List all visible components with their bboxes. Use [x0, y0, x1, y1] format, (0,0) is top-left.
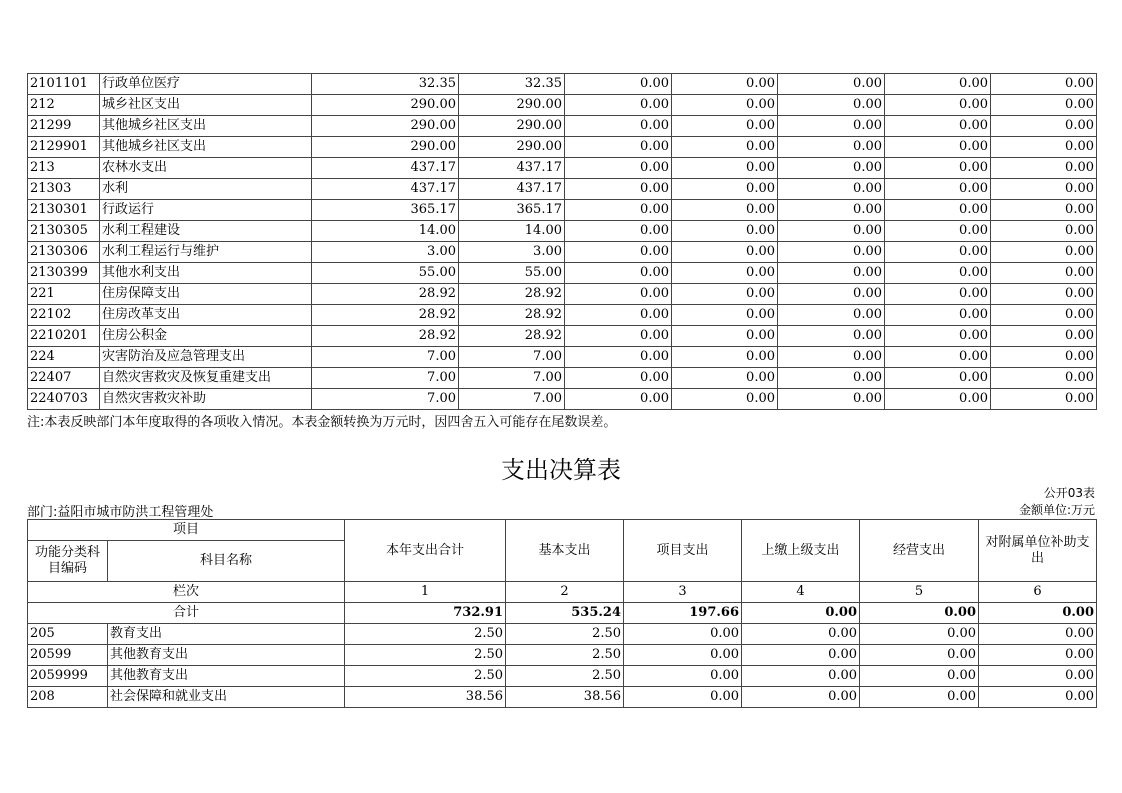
row-code: 22407 — [28, 368, 100, 389]
row-code: 2130399 — [28, 263, 100, 284]
row-value: 0.00 — [565, 74, 672, 95]
row-value: 0.00 — [885, 326, 991, 347]
row-value: 0.00 — [885, 116, 991, 137]
row-code: 205 — [28, 624, 108, 645]
row-value: 0.00 — [565, 305, 672, 326]
row-value: 0.00 — [672, 221, 778, 242]
header-col-6: 对附属单位补助支出 — [979, 520, 1097, 582]
page-title: 支出决算表 — [501, 456, 621, 484]
row-value: 14.00 — [459, 221, 565, 242]
row-name: 行政运行 — [100, 200, 312, 221]
row-value: 0.00 — [565, 263, 672, 284]
row-value: 0.00 — [991, 200, 1097, 221]
row-value: 0.00 — [979, 624, 1097, 645]
row-value: 7.00 — [459, 347, 565, 368]
row-value: 0.00 — [979, 666, 1097, 687]
row-value: 0.00 — [565, 221, 672, 242]
row-name: 农林水支出 — [100, 158, 312, 179]
header-col-2: 基本支出 — [506, 520, 624, 582]
row-value: 0.00 — [672, 368, 778, 389]
table-row — [28, 200, 1097, 221]
header-item: 项目 — [28, 520, 345, 541]
row-value: 0.00 — [991, 242, 1097, 263]
row-value: 28.92 — [459, 284, 565, 305]
row-value: 0.00 — [672, 284, 778, 305]
row-value: 55.00 — [459, 263, 565, 284]
row-value: 0.00 — [624, 645, 742, 666]
row-code: 2130305 — [28, 221, 100, 242]
table-row — [28, 687, 1097, 708]
row-value: 0.00 — [565, 158, 672, 179]
row-value: 0.00 — [991, 179, 1097, 200]
row-code: 2240703 — [28, 389, 100, 410]
row-name: 其他城乡社区支出 — [100, 116, 312, 137]
row-value: 0.00 — [885, 137, 991, 158]
row-value: 0.00 — [742, 666, 860, 687]
row-name: 社会保障和就业支出 — [108, 687, 345, 708]
row-value: 0.00 — [672, 305, 778, 326]
total-value: 535.24 — [506, 603, 624, 624]
row-value: 0.00 — [624, 687, 742, 708]
row-value: 290.00 — [459, 95, 565, 116]
row-value: 0.00 — [991, 305, 1097, 326]
table-row — [28, 305, 1097, 326]
row-code: 21303 — [28, 179, 100, 200]
row-value: 0.00 — [672, 326, 778, 347]
row-value: 0.00 — [991, 116, 1097, 137]
header-col-1: 本年支出合计 — [345, 520, 506, 582]
row-code: 208 — [28, 687, 108, 708]
row-value: 7.00 — [459, 389, 565, 410]
row-name: 行政单位医疗 — [100, 74, 312, 95]
table-row — [28, 158, 1097, 179]
row-value: 2.50 — [345, 645, 506, 666]
header-col-4: 上缴上级支出 — [742, 520, 860, 582]
row-value: 0.00 — [778, 326, 885, 347]
row-name: 水利工程建设 — [100, 221, 312, 242]
row-value: 0.00 — [565, 179, 672, 200]
total-value: 0.00 — [742, 603, 860, 624]
row-value: 14.00 — [312, 221, 459, 242]
row-code: 213 — [28, 158, 100, 179]
row-value: 0.00 — [778, 158, 885, 179]
row-name: 其他教育支出 — [108, 666, 345, 687]
row-value: 0.00 — [885, 74, 991, 95]
row-value: 0.00 — [979, 645, 1097, 666]
table-row — [28, 645, 1097, 666]
row-value: 0.00 — [778, 368, 885, 389]
row-code: 2210201 — [28, 326, 100, 347]
row-value: 0.00 — [672, 137, 778, 158]
row-value: 3.00 — [312, 242, 459, 263]
row-value: 0.00 — [778, 200, 885, 221]
row-value: 0.00 — [860, 645, 979, 666]
row-value: 0.00 — [742, 645, 860, 666]
row-value: 437.17 — [459, 158, 565, 179]
row-value: 0.00 — [991, 347, 1097, 368]
table-row — [28, 624, 1097, 645]
row-value: 0.00 — [885, 242, 991, 263]
row-name: 住房改革支出 — [100, 305, 312, 326]
row-value: 28.92 — [312, 305, 459, 326]
amount-unit-label: 金额单位:万元 — [1018, 503, 1095, 517]
row-code: 212 — [28, 95, 100, 116]
row-value: 437.17 — [312, 158, 459, 179]
row-value: 38.56 — [345, 687, 506, 708]
row-value: 7.00 — [312, 347, 459, 368]
row-value: 0.00 — [565, 347, 672, 368]
row-name: 自然灾害救灾补助 — [100, 389, 312, 410]
row-value: 0.00 — [885, 200, 991, 221]
row-value: 0.00 — [991, 95, 1097, 116]
row-value: 0.00 — [672, 95, 778, 116]
row-name: 其他教育支出 — [108, 645, 345, 666]
row-value: 290.00 — [312, 116, 459, 137]
row-value: 0.00 — [624, 624, 742, 645]
col-num-6: 6 — [979, 582, 1097, 603]
row-value: 0.00 — [778, 137, 885, 158]
row-value: 0.00 — [672, 116, 778, 137]
row-value: 290.00 — [312, 137, 459, 158]
table-row — [28, 116, 1097, 137]
row-value: 7.00 — [312, 368, 459, 389]
table-row — [28, 284, 1097, 305]
row-value: 0.00 — [778, 305, 885, 326]
total-value: 0.00 — [979, 603, 1097, 624]
row-value: 290.00 — [459, 137, 565, 158]
row-value: 0.00 — [672, 158, 778, 179]
row-value: 2.50 — [345, 624, 506, 645]
row-value: 0.00 — [778, 95, 885, 116]
row-value: 365.17 — [459, 200, 565, 221]
row-value: 0.00 — [778, 263, 885, 284]
row-code: 2130301 — [28, 200, 100, 221]
row-name: 城乡社区支出 — [100, 95, 312, 116]
row-value: 0.00 — [565, 326, 672, 347]
row-name: 灾害防治及应急管理支出 — [100, 347, 312, 368]
row-value: 38.56 — [506, 687, 624, 708]
row-value: 0.00 — [778, 389, 885, 410]
total-value: 197.66 — [624, 603, 742, 624]
row-value: 28.92 — [312, 284, 459, 305]
row-name: 其他水利支出 — [100, 263, 312, 284]
table-row — [28, 242, 1097, 263]
row-value: 2.50 — [345, 666, 506, 687]
row-value: 290.00 — [312, 95, 459, 116]
row-value: 2.50 — [506, 624, 624, 645]
row-value: 7.00 — [459, 368, 565, 389]
row-value: 0.00 — [860, 624, 979, 645]
row-name: 教育支出 — [108, 624, 345, 645]
row-value: 0.00 — [672, 263, 778, 284]
row-value: 0.00 — [885, 284, 991, 305]
header-code: 功能分类科目编码 — [28, 541, 108, 582]
row-value: 28.92 — [459, 326, 565, 347]
row-value: 0.00 — [860, 687, 979, 708]
row-value: 0.00 — [778, 116, 885, 137]
row-value: 0.00 — [885, 305, 991, 326]
row-value: 0.00 — [742, 624, 860, 645]
department-label: 部门:益阳市城市防洪工程管理处 — [27, 505, 214, 520]
table-row — [28, 263, 1097, 284]
row-code: 22102 — [28, 305, 100, 326]
row-value: 0.00 — [778, 284, 885, 305]
row-value: 365.17 — [312, 200, 459, 221]
row-name: 住房公积金 — [100, 326, 312, 347]
table-row — [28, 666, 1097, 687]
row-value: 0.00 — [672, 347, 778, 368]
row-value: 3.00 — [459, 242, 565, 263]
expense-table — [27, 519, 1097, 708]
row-value: 0.00 — [778, 221, 885, 242]
row-value: 0.00 — [885, 221, 991, 242]
row-code: 224 — [28, 347, 100, 368]
row-code: 2129901 — [28, 137, 100, 158]
row-value: 0.00 — [778, 179, 885, 200]
row-value: 0.00 — [565, 242, 672, 263]
row-value: 0.00 — [991, 221, 1097, 242]
row-value: 0.00 — [979, 687, 1097, 708]
row-name: 水利工程运行与维护 — [100, 242, 312, 263]
row-code: 2059999 — [28, 666, 108, 687]
row-value: 7.00 — [312, 389, 459, 410]
row-value: 0.00 — [885, 263, 991, 284]
table-row — [28, 368, 1097, 389]
row-value: 437.17 — [312, 179, 459, 200]
row-code: 21299 — [28, 116, 100, 137]
row-value: 0.00 — [991, 368, 1097, 389]
row-value: 0.00 — [991, 137, 1097, 158]
row-value: 0.00 — [565, 137, 672, 158]
row-value: 0.00 — [860, 666, 979, 687]
row-value: 0.00 — [565, 95, 672, 116]
row-value: 0.00 — [565, 116, 672, 137]
row-value: 32.35 — [312, 74, 459, 95]
row-label: 栏次 — [28, 582, 345, 603]
row-value: 0.00 — [565, 284, 672, 305]
row-value: 0.00 — [991, 389, 1097, 410]
row-value: 28.92 — [459, 305, 565, 326]
row-value: 0.00 — [778, 74, 885, 95]
row-value: 0.00 — [885, 347, 991, 368]
header-col-3: 项目支出 — [624, 520, 742, 582]
row-value: 2.50 — [506, 645, 624, 666]
row-value: 32.35 — [459, 74, 565, 95]
table-row — [28, 179, 1097, 200]
row-code: 221 — [28, 284, 100, 305]
header-name: 科目名称 — [108, 541, 345, 582]
col-num-2: 2 — [506, 582, 624, 603]
row-value: 0.00 — [565, 200, 672, 221]
row-value: 0.00 — [885, 368, 991, 389]
table-row — [28, 347, 1097, 368]
total-value: 732.91 — [345, 603, 506, 624]
row-value: 0.00 — [672, 200, 778, 221]
row-name: 其他城乡社区支出 — [100, 137, 312, 158]
row-value: 0.00 — [778, 347, 885, 368]
table-note: 注:本表反映部门本年度取得的各项收入情况。本表金额转换为万元时，因四舍五入可能存在尾数误差。 — [27, 415, 617, 430]
row-code: 2130306 — [28, 242, 100, 263]
col-num-4: 4 — [742, 582, 860, 603]
row-value: 0.00 — [991, 326, 1097, 347]
row-value: 0.00 — [624, 666, 742, 687]
table-row — [28, 95, 1097, 116]
row-value: 290.00 — [459, 116, 565, 137]
row-value: 0.00 — [885, 95, 991, 116]
income-table — [27, 73, 1097, 410]
row-name: 住房保障支出 — [100, 284, 312, 305]
row-code: 2101101 — [28, 74, 100, 95]
table-row — [28, 389, 1097, 410]
row-value: 0.00 — [885, 158, 991, 179]
col-num-1: 1 — [345, 582, 506, 603]
row-value: 0.00 — [565, 368, 672, 389]
row-value: 0.00 — [672, 74, 778, 95]
row-name: 自然灾害救灾及恢复重建支出 — [100, 368, 312, 389]
row-value: 0.00 — [742, 687, 860, 708]
row-value: 0.00 — [565, 389, 672, 410]
table-row — [28, 326, 1097, 347]
row-value: 0.00 — [885, 389, 991, 410]
row-value: 0.00 — [991, 74, 1097, 95]
table-row — [28, 137, 1097, 158]
row-value: 55.00 — [312, 263, 459, 284]
row-value: 0.00 — [991, 284, 1097, 305]
row-value: 0.00 — [991, 263, 1097, 284]
table-row — [28, 74, 1097, 95]
row-code: 20599 — [28, 645, 108, 666]
total-value: 0.00 — [860, 603, 979, 624]
table-row — [28, 221, 1097, 242]
row-value: 437.17 — [459, 179, 565, 200]
form-number: 公开03表 — [1043, 486, 1095, 500]
col-num-3: 3 — [624, 582, 742, 603]
row-value: 28.92 — [312, 326, 459, 347]
row-value: 0.00 — [672, 389, 778, 410]
row-value: 0.00 — [885, 179, 991, 200]
row-value: 2.50 — [506, 666, 624, 687]
row-name: 水利 — [100, 179, 312, 200]
row-value: 0.00 — [672, 242, 778, 263]
total-label: 合计 — [28, 603, 345, 624]
header-col-5: 经营支出 — [860, 520, 979, 582]
row-value: 0.00 — [778, 242, 885, 263]
row-value: 0.00 — [991, 158, 1097, 179]
row-value: 0.00 — [672, 179, 778, 200]
col-num-5: 5 — [860, 582, 979, 603]
